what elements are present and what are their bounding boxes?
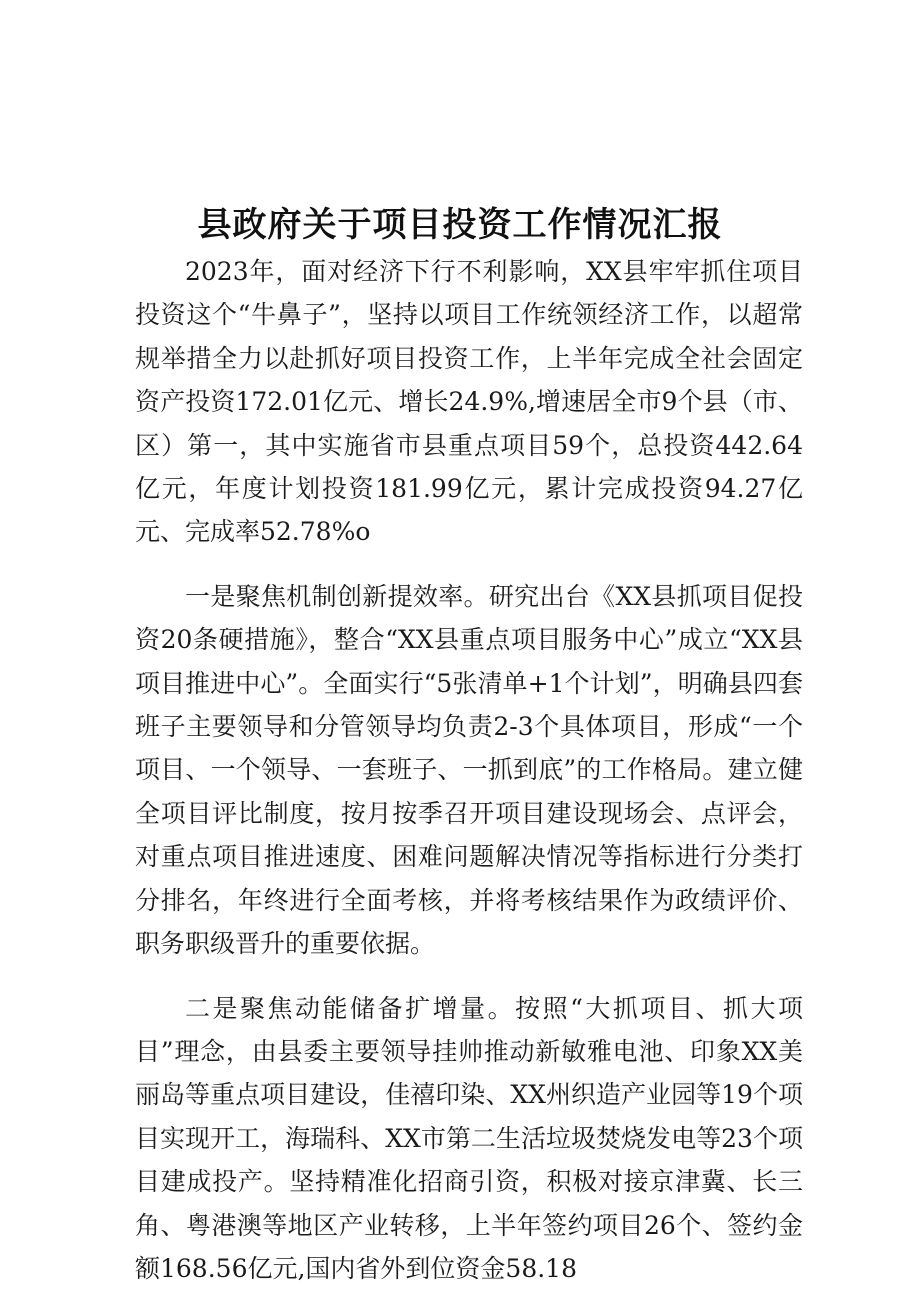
document-body — [135, 250, 803, 1290]
paragraph-mechanism: 一是聚焦机制创新提效率。研究出台《XX县抓项目促投资20条硬措施》，整合“XX县重点项目服务中心”成立“XX县项目推进中心”。全面实行“5张清单+1个计划”，明确县四套班子主要领导和分管领导均负责2-3个具体项目，形成“一个项目、一个领导、一套班子、一抓到底”的工作格局。建立健全项目评比制度，按月按季召开项目建设现场会、点评会，对重点项目推进速度、困难问题解决情况等指标进行分类打分排名，年终进行全面考核，并将考核结果作为政绩评价、职务职级晋升的重要依据。 — [135, 581, 803, 959]
paragraph-momentum: 二是聚焦动能储备扩增量。按照“大抓项目、抓大项目”理念，由县委主要领导挂帅推动新敏雅电池、印象XX美丽岛等重点项目建设，佳禧印染、XX州织造产业园等19个项目实现开工，海瑞科、XX市第二生活垃圾焚烧发电等23个项目建成投产。坚持精准化招商引资，积极对接京津冀、长三角、粤港澳等地区产业转移，上半年签约项目26个、签约金额168.56亿元,国内省外到位资金58.18 — [135, 993, 803, 1283]
paragraph-intro: 2023年，面对经济下行不利影响，XX县牢牢抓住项目投资这个“牛鼻子”，坚持以项目工作统领经济工作，以超常规举措全力以赴抓好项目投资工作，上半年完成全社会固定资产投资172.01亿元、增长24.9%,增速居全市9个县（市、区）第一，其中实施省市县重点项目59个，总投资442.64亿元，年度计划投资181.99亿元，累计完成投资94.27亿元、完成率52.78%o — [135, 257, 803, 547]
document-title: 县政府关于项目投资工作情况汇报 — [197, 205, 723, 245]
